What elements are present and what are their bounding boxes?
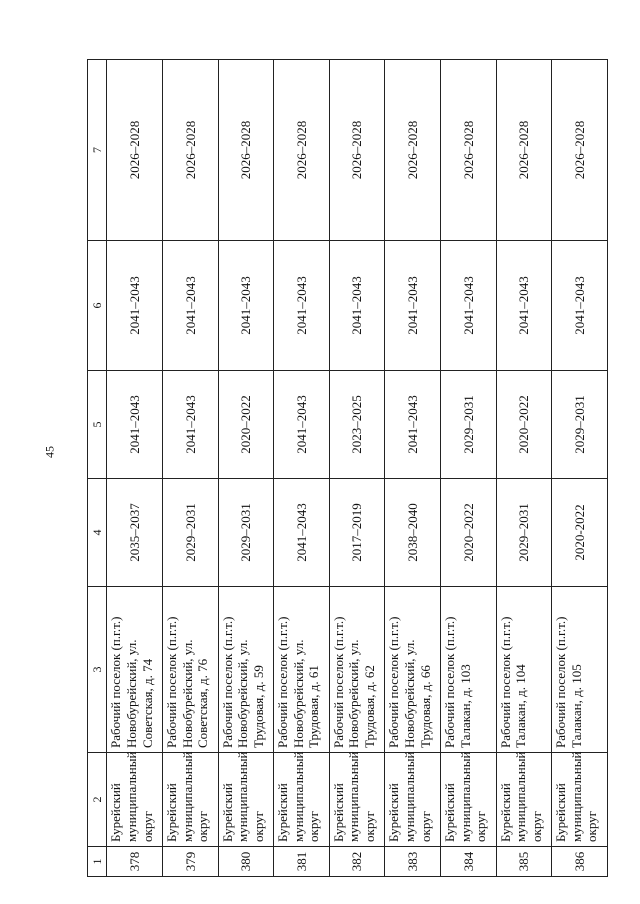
address-cell: Рабочий поселок (п.г.т.) Новобурейский, ул. Советская, д. 74 — [107, 587, 163, 753]
period-cell-col7: 2026–2028 — [107, 60, 163, 241]
period-cell-col5: 2023–2025 — [329, 371, 385, 479]
period-cell-col6: 2041–2043 — [496, 241, 552, 371]
period-cell-col5: 2041–2043 — [385, 371, 441, 479]
period-cell-col4: 2035–2037 — [107, 479, 163, 587]
period-cell-col5: 2020–2022 — [218, 371, 274, 479]
table-row — [218, 60, 274, 877]
period-cell-col4: 2029–2031 — [163, 479, 219, 587]
housing-schedule-table — [87, 59, 608, 877]
period-cell-col5: 2041–2043 — [274, 371, 330, 479]
row-number-cell: 379 — [163, 847, 219, 877]
period-cell-col5: 2029–2031 — [552, 371, 608, 479]
period-cell-col7: 2026–2028 — [329, 60, 385, 241]
row-number-cell: 386 — [552, 847, 608, 877]
column-number-row — [88, 60, 107, 877]
period-cell-col4: 2029–2031 — [218, 479, 274, 587]
page-number: 45 — [42, 446, 57, 458]
period-cell-col6: 2041–2043 — [274, 241, 330, 371]
address-cell: Рабочий поселок (п.г.т.) Талакан, д. 103 — [441, 587, 497, 753]
period-cell-col7: 2026–2028 — [552, 60, 608, 241]
address-cell: Рабочий поселок (п.г.т.) Талакан, д. 105 — [552, 587, 608, 753]
row-number-cell: 383 — [385, 847, 441, 877]
period-cell-col4: 2041–2043 — [274, 479, 330, 587]
column-number: 3 — [88, 587, 107, 753]
table-row — [163, 60, 219, 877]
period-cell-col4: 2020–2022 — [441, 479, 497, 587]
period-cell-col6: 2041–2043 — [107, 241, 163, 371]
table-row — [385, 60, 441, 877]
period-cell-col6: 2041–2043 — [441, 241, 497, 371]
period-cell-col7: 2026–2028 — [385, 60, 441, 241]
period-cell-col6: 2041–2043 — [218, 241, 274, 371]
table-row — [496, 60, 552, 877]
district-cell: Бурейский муниципальный округ — [329, 753, 385, 847]
period-cell-col6: 2041–2043 — [163, 241, 219, 371]
district-cell: Бурейский муниципальный округ — [274, 753, 330, 847]
district-cell: Бурейский муниципальный округ — [107, 753, 163, 847]
row-number-cell: 380 — [218, 847, 274, 877]
period-cell-col5: 2041–2043 — [107, 371, 163, 479]
district-cell: Бурейский муниципальный округ — [441, 753, 497, 847]
row-number-cell: 378 — [107, 847, 163, 877]
period-cell-col4: 2029–2031 — [496, 479, 552, 587]
address-cell: Рабочий поселок (п.г.т.) Новобурейский, ул. Трудовая, д. 62 — [329, 587, 385, 753]
column-number: 2 — [88, 753, 107, 847]
row-number-cell: 384 — [441, 847, 497, 877]
column-number: 1 — [88, 847, 107, 877]
period-cell-col6: 2041–2043 — [552, 241, 608, 371]
period-cell-col6: 2041–2043 — [329, 241, 385, 371]
column-number: 7 — [88, 60, 107, 241]
period-cell-col7: 2026–2028 — [163, 60, 219, 241]
address-cell: Рабочий поселок (п.г.т.) Талакан, д. 104 — [496, 587, 552, 753]
table-body — [88, 60, 608, 877]
district-cell: Бурейский муниципальный округ — [218, 753, 274, 847]
period-cell-col6: 2041–2043 — [385, 241, 441, 371]
period-cell-col7: 2026–2028 — [496, 60, 552, 241]
row-number-cell: 381 — [274, 847, 330, 877]
address-cell: Рабочий поселок (п.г.т.) Новобурейский, ул. Трудовая, д. 59 — [218, 587, 274, 753]
rotated-table-frame — [87, 60, 608, 877]
table-row — [329, 60, 385, 877]
district-cell: Бурейский муниципальный округ — [496, 753, 552, 847]
table-row — [274, 60, 330, 877]
period-cell-col7: 2026–2028 — [274, 60, 330, 241]
row-number-cell: 382 — [329, 847, 385, 877]
period-cell-col5: 2020–2022 — [496, 371, 552, 479]
address-cell: Рабочий поселок (п.г.т.) Новобурейский, ул. Трудовая, д. 66 — [385, 587, 441, 753]
row-number-cell: 385 — [496, 847, 552, 877]
table-row — [441, 60, 497, 877]
period-cell-col4: 2017–2019 — [329, 479, 385, 587]
column-number: 5 — [88, 371, 107, 479]
period-cell-col7: 2026–2028 — [441, 60, 497, 241]
table-row — [552, 60, 608, 877]
district-cell: Бурейский муниципальный округ — [163, 753, 219, 847]
column-number: 6 — [88, 241, 107, 371]
table-row — [107, 60, 163, 877]
period-cell-col4: 2020-2022 — [552, 479, 608, 587]
district-cell: Бурейский муниципальный округ — [385, 753, 441, 847]
address-cell: Рабочий поселок (п.г.т.) Новобурейский, ул. Трудовая, д. 61 — [274, 587, 330, 753]
column-number: 4 — [88, 479, 107, 587]
period-cell-col5: 2041–2043 — [163, 371, 219, 479]
period-cell-col4: 2038–2040 — [385, 479, 441, 587]
address-cell: Рабочий поселок (п.г.т.) Новобурейский, ул. Советская, д. 76 — [163, 587, 219, 753]
period-cell-col5: 2029–2031 — [441, 371, 497, 479]
period-cell-col7: 2026–2028 — [218, 60, 274, 241]
district-cell: Бурейский муниципальный округ — [552, 753, 608, 847]
